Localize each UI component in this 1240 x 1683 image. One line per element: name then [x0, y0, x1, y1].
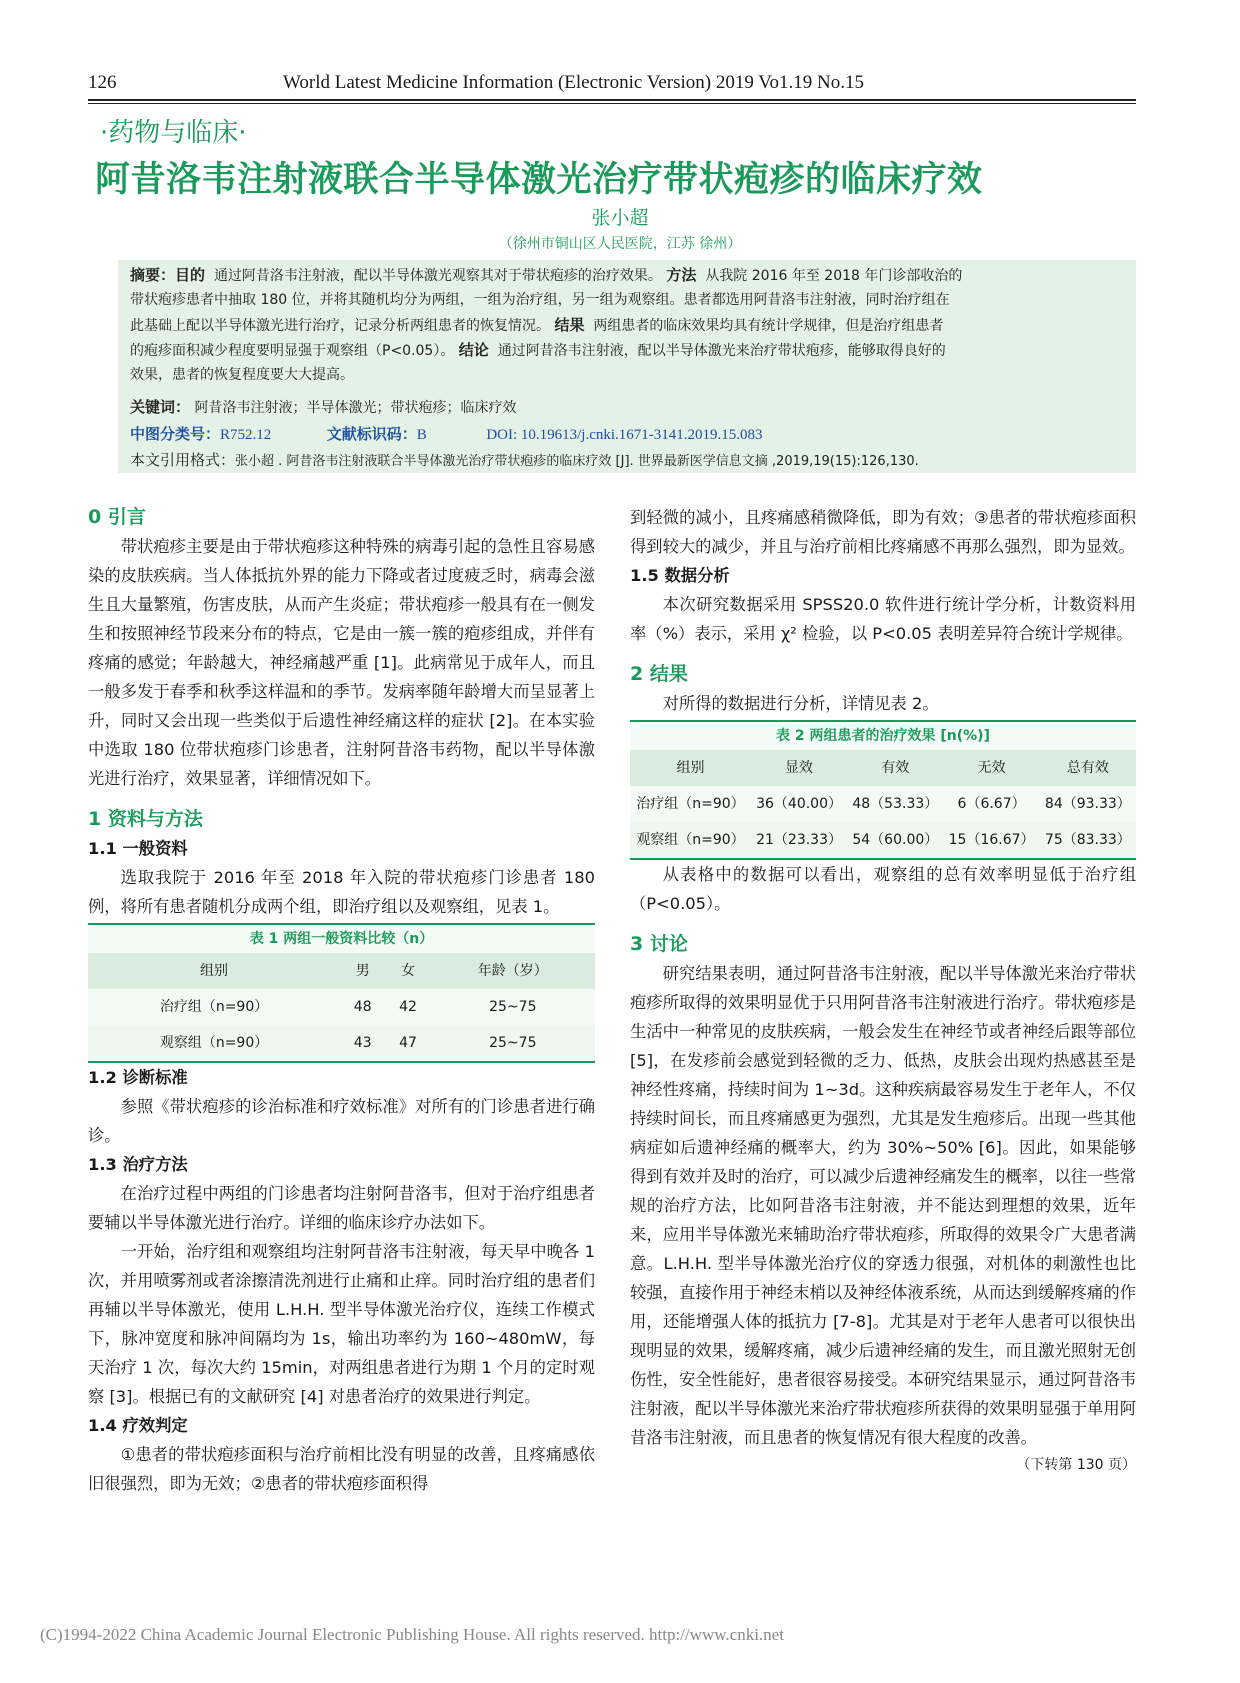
- table-cell: 48（53.33）: [852, 795, 939, 812]
- table-2-header: 显效: [751, 750, 847, 786]
- heading-discussion: 3 讨论: [630, 933, 688, 955]
- right-column: [630, 503, 1136, 1476]
- heading-results: 2 结果: [630, 663, 688, 685]
- table-2-header: 总有效: [1040, 750, 1136, 786]
- treatment-paragraph-1: 在治疗过程中两组的门诊患者均注射阿昔洛韦，但对于治疗组患者要辅以半导体激光进行治疗。详细的临床诊疗办法如下。: [88, 1184, 595, 1232]
- keywords-label: 关键词：: [130, 398, 191, 416]
- table-2-header: 有效: [847, 750, 943, 786]
- abstract-line-4b: 通过阿昔洛韦注射液，配以半导体激光来治疗带状疱疹，能够取得良好的: [497, 343, 946, 359]
- citation-label: 本文引用格式：: [130, 451, 236, 469]
- table-1-header: 组别: [88, 953, 340, 989]
- purpose-text: 通过阿昔洛韦注射液，配以半导体激光观察其对于带状疱疹的治疗效果。: [213, 268, 662, 284]
- table-2-grid: [630, 750, 1136, 858]
- diagnosis-paragraph: 参照《带状疱疹的诊治标准和疗效标准》对所有的门诊患者进行确诊。: [88, 1097, 595, 1145]
- continued-note: （下转第 130 页）: [1016, 1457, 1136, 1473]
- table-cell: 84（93.33）: [1044, 795, 1131, 812]
- journal-name: World Latest Medicine Information (Electronic Version) 2019 Vo1.19 No.15: [283, 72, 865, 93]
- table-cell: 25~75: [489, 998, 537, 1015]
- table-cell: 观察组（n=90）: [630, 822, 751, 858]
- doi: DOI: 10.19613/j.cnki.1671-3141.2019.15.083: [486, 427, 763, 443]
- header-rule-thin: [88, 103, 1136, 104]
- intro-paragraph: 带状疱疹主要是由于带状疱疹这种特殊的病毒引起的急性且容易感染的皮肤疾病。当人体抵抗外界的能力下降或者过度疲乏时，病毒会滋生且大量繁殖，伤害皮肤，从而产生炎症；带状疱疹一般具有在一侧发生和按照神经节段来分布的特点，它是由一簇一簇的疱疹组成，并伴有疼痛的感觉；年龄越大，神经痛越严重 [1]。此病常见于成年人，而且一般多发于春季和秋季这样温和的季节。发病率随年龄增大而呈显著上升，同时又会出现一些类似于后遗性神经痛这样的症状 [2]。在本实验中选取 180 位带状疱疹门诊患者，注射阿昔洛韦药物，配以半导体激光进行治疗，效果显著，详细情况如下。: [88, 537, 595, 788]
- conclusion-label: 结论: [458, 341, 489, 359]
- table-2-header-row: [630, 750, 1136, 786]
- table-2-caption: 表 2 两组患者的治疗效果 [n(%)]: [776, 728, 990, 744]
- table-2-header: 组别: [630, 750, 751, 786]
- table-cell: 47: [385, 1025, 430, 1061]
- table-2: [630, 720, 1136, 860]
- abstract-label: 摘要：: [130, 266, 176, 284]
- heading-general-data: 1.1 一般资料: [88, 839, 188, 858]
- table-1-header: 女: [385, 953, 430, 989]
- keywords: [130, 398, 516, 417]
- heading-treatment: 1.3 治疗方法: [88, 1155, 188, 1174]
- clc-label: 中图分类号：: [130, 425, 221, 443]
- table-cell: 6（6.67）: [957, 795, 1026, 812]
- table-cell: 43: [340, 1025, 385, 1061]
- table-1-caption: 表 1 两组一般资料比较（n）: [249, 931, 434, 947]
- table-1-grid: [88, 953, 595, 1061]
- data-analysis-paragraph: 本次研究数据采用 SPSS20.0 软件进行统计学分析，计数资料用率（%）表示，采用 χ² 检验，以 P<0.05 表明差异符合统计学规律。: [630, 595, 1136, 643]
- table-row: [88, 1025, 595, 1061]
- abstract-line-4: [130, 341, 946, 360]
- abstract-line-3a: 此基础上配以半导体激光进行治疗，记录分析两组患者的恢复情况。: [130, 318, 550, 334]
- page-number: 126: [88, 72, 117, 93]
- abstract-line-3: [130, 316, 943, 335]
- classification-line: [130, 425, 763, 444]
- table-row: [630, 786, 1136, 822]
- table-cell: 54（60.00）: [847, 822, 943, 858]
- table-cell: 观察组（n=90）: [88, 1025, 340, 1061]
- table-row: [88, 989, 595, 1025]
- table-cell: 25~75: [431, 1025, 595, 1061]
- table-cell: 75（83.33）: [1040, 822, 1136, 858]
- heading-diagnosis: 1.2 诊断标准: [88, 1068, 188, 1087]
- heading-introduction: 0 引言: [88, 506, 146, 528]
- abstract-line-4a: 的疱疹面积减少程度要明显强于观察组（P<0.05）。: [130, 343, 455, 359]
- table-1-header: 年龄（岁）: [431, 953, 595, 989]
- discussion-paragraph: 研究结果表明，通过阿昔洛韦注射液，配以半导体激光来治疗带状疱疹所取得的效果明显优于只用阿昔洛韦注射液进行治疗。带状疱疹是生活中一种常见的皮肤疾病，一般会发生在神经节或者神经后跟等部位 [5]，在发疹前会感觉到轻微的乏力、低热，皮肤会出现灼热感甚至是神经性疼痛，持续时间为 1~3d。这种疾病最容易发生于老年人，不仅持续时间长，而且疼痛感更为强烈，尤其是发生疱疹后。出现一些其他病症如后遗神经痛的概率大，约为 30%~50% [6]。因此，如果能够得到有效并及时的治疗，可以减少后遗神经痛发生的概率，以往一些常规的治疗方法，比如阿昔洛韦注射液，并不能达到理想的效果，近年来，应用半导体激光来辅助治疗带状疱疹，所取得的效果令广大患者满意。L.H.H. 型半导体激光治疗仪的穿透力很强，对机体的刺激性也比较强，直接作用于神经末梢以及神经体液系统，从而达到缓解疼痛的作用，还能增强人体的抵抗力 [7-8]。尤其是对于老年人患者可以很快出现明显的效果，缓解疼痛，减少后遗神经痛的发生，而且激光照射无创伤性，安全性能好，患者很容易接受。本研究结果显示，通过阿昔洛韦注射液，配以半导体激光来治疗带状疱疹所获得的效果明显强于单用阿昔洛韦注射液，而且患者的恢复情况有很大程度的改善。: [630, 964, 1136, 1447]
- clc-value: R752.12: [220, 427, 272, 443]
- method-label: 方法: [666, 266, 697, 284]
- table-1-header-row: [88, 953, 595, 989]
- abstract-line-5: 效果，患者的恢复程度要大大提高。: [130, 367, 354, 383]
- table-row: [630, 822, 1136, 858]
- general-data-paragraph: 选取我院于 2016 年至 2018 年入院的带状疱疹门诊患者 180 例，将所有患者随机分成两个组，即治疗组以及观察组，见表 1。: [88, 868, 595, 916]
- table-cell: 21（23.33）: [751, 822, 847, 858]
- copyright-footer: (C)1994-2022 China Academic Journal Electronic Publishing House. All rights reserved. http://www.cnki.net: [40, 1625, 784, 1644]
- table-2-header: 无效: [943, 750, 1039, 786]
- table-1: [88, 923, 595, 1063]
- citation-text: 张小超 . 阿昔洛韦注射液联合半导体激光治疗带状疱疹的临床疗效 [J]. 世界最新医学信息文摘 ,2019,19(15):126,130.: [235, 454, 919, 469]
- table-cell: 治疗组（n=90）: [636, 795, 745, 812]
- author: 张小超: [591, 207, 649, 229]
- article-title: 阿昔洛韦注射液联合半导体激光治疗带状疱疹的临床疗效: [95, 160, 983, 200]
- efficacy-paragraph-cont: 到轻微的减小，且疼痛感稍微降低，即为有效；③患者的带状疱疹面积得到较大的减少，并且与治疗前相比疼痛感不再那么强烈，即为显效。: [630, 508, 1136, 556]
- table-1-header: 男: [340, 953, 385, 989]
- doc-value: B: [416, 427, 427, 443]
- table-cell: 36（40.00）: [756, 795, 842, 812]
- efficacy-paragraph: ①患者的带状疱疹面积与治疗前相比没有明显的改善，且疼痛感依旧很强烈，即为无效；②患者的带状疱疹面积得: [88, 1445, 595, 1493]
- abstract-line-2: 带状疱疹患者中抽取 180 位，并将其随机均分为两组，一组为治疗组，另一组为观察组。患者都选用阿昔洛韦注射液，同时治疗组在: [130, 292, 950, 308]
- method-text: 从我院 2016 年至 2018 年门诊部收治的: [705, 268, 963, 284]
- keywords-text: 阿昔洛韦注射液；半导体激光；带状疱疹；临床疗效: [194, 400, 517, 416]
- treatment-paragraph-2: 一开始，治疗组和观察组均注射阿昔洛韦注射液，每天早中晚各 1 次，并用喷雾剂或者涂擦清洗剂进行止痛和止痒。同时治疗组的患者们再辅以半导体激光，使用 L.H.H. 型半导体激光治疗仪，连续工作模式下，脉冲宽度和脉冲间隔均为 1s，输出功率约为 160~480mW，每天治疗 1 次，每次大约 15min，对两组患者进行为期 1 个月的定时观察 [3]。根据已有的文献研究 [4] 对患者治疗的效果进行判定。: [88, 1242, 595, 1406]
- purpose-label: 目的: [175, 266, 206, 284]
- result-label: 结果: [554, 316, 585, 334]
- results-paragraph: 对所得的数据进行分析，详情见表 2。: [662, 694, 939, 713]
- section-tag: ·药物与临床·: [100, 118, 247, 148]
- affiliation: （徐州市铜山区人民医院，江苏 徐州）: [498, 236, 742, 252]
- abstract-line-3b: 两组患者的临床效果均具有统计学规律，但是治疗组患者: [593, 318, 944, 334]
- results-paragraph-2: 从表格中的数据可以看出，观察组的总有效率明显低于治疗组（P<0.05）。: [630, 865, 1136, 913]
- heading-data-analysis: 1.5 数据分析: [630, 566, 730, 585]
- citation-line: [130, 451, 919, 471]
- left-column: [88, 503, 595, 1498]
- table-cell: 15（16.67）: [943, 822, 1039, 858]
- header-rule: [88, 99, 1136, 101]
- heading-efficacy: 1.4 疗效判定: [88, 1416, 188, 1435]
- doc-label: 文献标识码：: [326, 425, 417, 443]
- page-header: [88, 72, 1136, 102]
- table-cell: 48: [353, 998, 372, 1015]
- table-cell: 治疗组（n=90）: [159, 998, 269, 1015]
- heading-methods: 1 资料与方法: [88, 808, 203, 830]
- abstract-line-1: [130, 266, 962, 285]
- table-cell: 42: [399, 998, 417, 1015]
